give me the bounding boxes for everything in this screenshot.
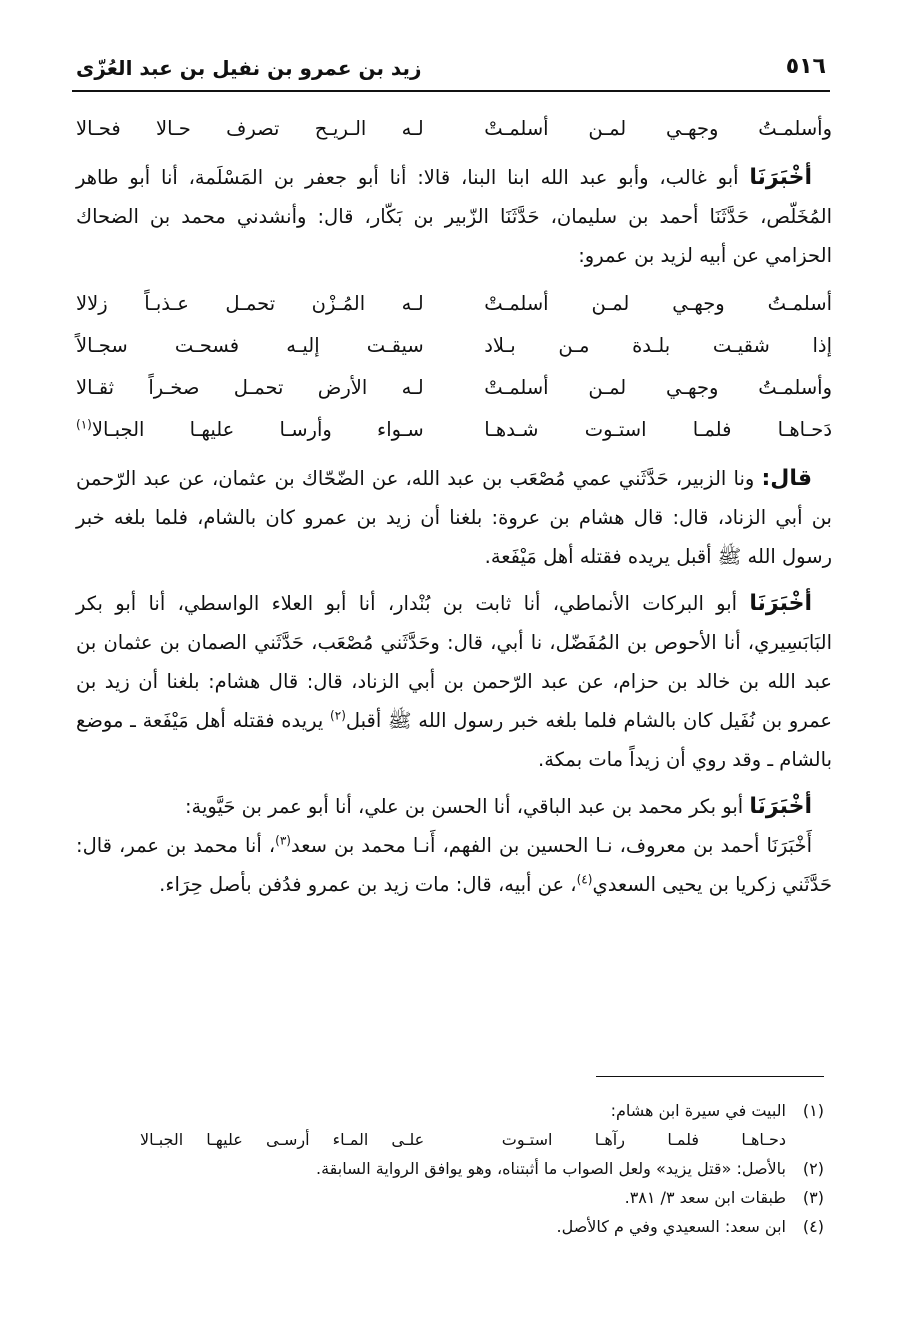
footnote-marker: (٣)	[275, 833, 291, 848]
verse-second-hemistich: لـه المُـزْن تحمـل عـذبـاً زلالا	[76, 292, 424, 315]
verse-second-hemistich	[76, 409, 424, 451]
paragraph-text: ونا الزبير، حَدَّثَني عمي مُصْعَب بن عبد الله، عن الضّحّاك بن عثمان، عن عبد الرّحمن بن أبي الزناد، قال: قال هشام بن عروة: بلغنا أن زيد بن عمرو كان بالشام، فلما بلغه خبر رسول الله ﷺ أقبل يريده فقتله أهل مَيْفَعة.	[76, 467, 832, 568]
paragraph-3	[76, 584, 832, 779]
verse-second-hemistich: سيقـت إليـه فسحـت سجـالاً	[76, 334, 424, 357]
verse-line	[76, 283, 832, 325]
verse-line	[76, 367, 832, 409]
verse-line	[76, 108, 832, 150]
paragraph-1	[76, 158, 832, 275]
paragraph-5	[76, 826, 832, 904]
paragraph-lead: قال:	[761, 466, 812, 491]
footnote-number: (٤)	[802, 1217, 824, 1236]
verse-second-hemistich: لـه الـريـح تصرف حـالا فحـالا	[76, 117, 424, 140]
running-title: زيد بن عمرو بن نفيل بن عبد العُزّى	[76, 56, 422, 80]
paragraph-lead: أخْبَرَنَا	[749, 794, 812, 819]
footnote	[100, 1183, 824, 1212]
footnote-marker: (٤)	[576, 872, 593, 887]
verse-first-hemistich: إذا شقيـت بلـدة مـن بـلاد	[484, 334, 832, 357]
verse-first-hemistich: وأسلمـتُ وجهـي لمـن أسلمـتْ	[484, 376, 832, 399]
footnote	[100, 1154, 824, 1183]
paragraph-text: أَخْبَرَنَا أحمد بن معروف، نـا الحسين بن الفهم، أَنـا محمد بن سعد	[290, 834, 812, 857]
footnote-text: طبقات ابن سعد ٣/ ٣٨١.	[624, 1188, 786, 1207]
verse-text: سـواء وأرسـا عليهـا الجبـالا	[91, 418, 424, 441]
paragraph-text: أبو غالب، وأبو عبد الله ابنا البنا، قالا: أنا أبو جعفر بن المَسْلَمة، أنا أبو طاهر المُخَلّص، حَدَّثَنَا أحمد بن سليمان، حَدَّثَنَا الزّبير بن بَكّار، قال: وأنشدني محمد بن الضحاك الحزامي عن أبيه لزيد بن عمرو:	[76, 166, 832, 267]
footnote-number: (١)	[802, 1101, 824, 1120]
verse-line	[76, 325, 832, 367]
footnotes	[100, 1096, 824, 1241]
page-header	[72, 50, 830, 92]
verse-first-hemistich: دحـاهـا فلمـا رآهـا استـوت	[501, 1130, 786, 1149]
verse-second-hemistich: لـه الأرض تحمـل صخـراً ثقـالا	[76, 376, 424, 399]
footnote-number: (٢)	[802, 1159, 824, 1178]
verse-first-hemistich: أسلمـتُ وجهـي لمـن أسلمـتْ	[484, 292, 832, 315]
paragraph-text: يريده فقتله أهل مَيْفَعة ـ موضع بالشام ـ وقد روي أن زيداً مات بمكة.	[76, 709, 832, 771]
footnote-verse	[100, 1125, 824, 1154]
footnote-text: البيت في سيرة ابن هشام:	[610, 1101, 786, 1120]
footnote-number: (٣)	[802, 1188, 824, 1207]
verse-second-hemistich: علـى المـاء أرسـى عليهـا الجبـالا	[140, 1130, 425, 1149]
verse-line	[76, 409, 832, 451]
footnote-marker: (٢)	[330, 708, 346, 723]
verse-first-hemistich: وأسلمـتُ وجهـي لمـن أسلمـتْ	[484, 117, 832, 140]
paragraph-lead: أخْبَرَنَا	[749, 591, 812, 616]
paragraph-text: ، عن أبيه، قال: مات زيد بن عمرو فدُفن بأصل حِرَاء.	[159, 873, 577, 896]
footnote-text: ابن سعد: السعيدي وفي م كالأصل.	[556, 1217, 786, 1236]
footnote	[100, 1212, 824, 1241]
verse-first-hemistich: دَحـاهـا فلمـا استـوت شـدهـا	[484, 418, 832, 441]
footnote-text: بالأصل: «قتل يزيد» ولعل الصواب ما أثبتناه، وهو يوافق الرواية السابقة.	[316, 1159, 786, 1178]
main-text	[76, 108, 832, 904]
footnote-divider	[596, 1076, 824, 1077]
paragraph-2	[76, 459, 832, 576]
footnote	[100, 1096, 824, 1125]
page-number: ٥١٦	[785, 54, 826, 79]
footnote-marker: (١)	[76, 417, 92, 432]
paragraph-text: أبو البركات الأنماطي، أنا ثابت بن بُنْدار، أنا أبو العلاء الواسطي، أنا أبو بكر البَابَسِيري، أنا الأحوص بن المُفَضّل، نا أبي، قال: وحَدَّثَني مُصْعَب، حَدَّثَني الصمان بن عثمان بن عبد الله بن خالد بن حزام، عن عبد الرّحمن بن أبي الزناد، قال: قال هشام: بلغنا أن زيد بن عمرو بن نُفَيل كان بالشام فلما بلغه خبر رسول الله ﷺ أقبل	[76, 592, 832, 732]
paragraph-text: أبو بكر محمد بن عبد الباقي، أنا الحسن بن علي، أنا أبو عمر بن حَيَّوية:	[184, 795, 750, 818]
paragraph-lead: أخْبَرَنَا	[749, 165, 812, 190]
paragraph-4	[76, 787, 832, 826]
paragraph-text: ، أنا محمد بن عمر، قال: حَدَّثَني زكريا بن يحيى السعدي	[76, 834, 832, 896]
